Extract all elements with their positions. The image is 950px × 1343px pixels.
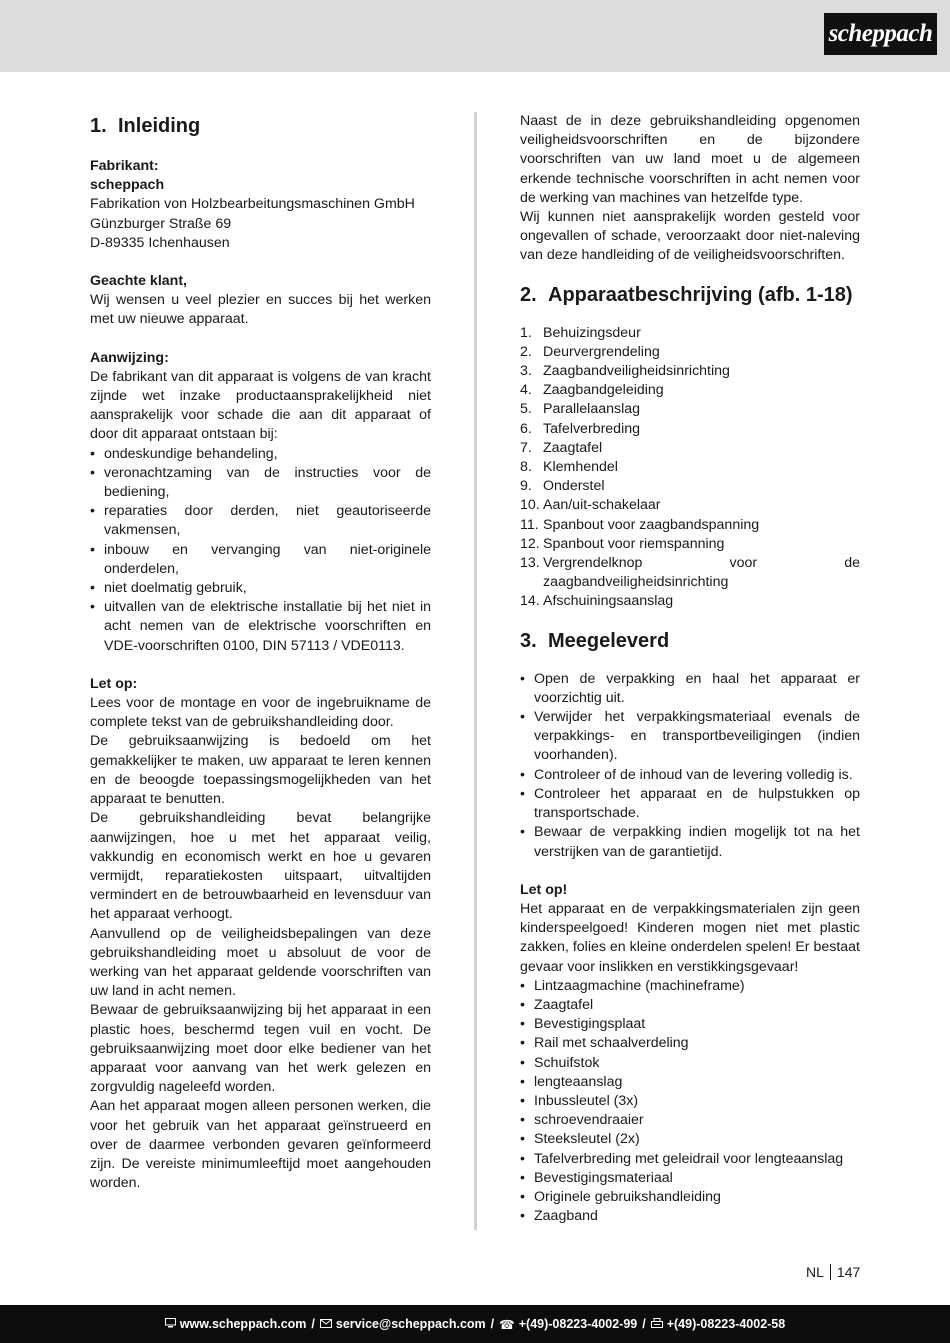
- list-item: • veronachtzaming van de instructies voor de bediening,: [90, 464, 431, 502]
- list-item: 2. Deurvergrendeling: [520, 343, 660, 360]
- parts-list: [520, 324, 860, 612]
- list-item: • schroevendraaier: [520, 1111, 860, 1130]
- aanwijzing-list: [90, 445, 431, 656]
- fabrikant-label: Fabrikant:: [90, 158, 159, 174]
- list-item: • Bevestigingsplaat: [520, 1015, 860, 1034]
- envelope-icon: [320, 1317, 332, 1331]
- list-item: • Bevestigingsmateriaal: [520, 1169, 860, 1188]
- letop-warning-label: Let op!: [520, 881, 568, 898]
- section-heading-meegeleverd: 3. Meegeleverd: [520, 629, 670, 652]
- list-item: • Zaagtafel: [520, 996, 860, 1015]
- footer-website[interactable]: www.scheppach.com: [179, 1317, 307, 1331]
- list-item: 11. Spanbout voor zaagbandspanning: [520, 516, 760, 533]
- page-number-value: 147: [836, 1264, 861, 1280]
- list-item: • Originele gebruikshandleiding: [520, 1188, 860, 1207]
- list-item: 5. Parallelaanslag: [520, 401, 641, 418]
- list-item: 6. Tafelverbreding: [520, 420, 641, 437]
- section-heading-inleiding: 1. Inleiding: [90, 115, 201, 137]
- page-number-separator: [830, 1264, 831, 1280]
- list-item: • lengteaanslag: [520, 1073, 860, 1092]
- geachte-text: Wij wensen u veel plezier en succes bij het werken met uw nieuwe apparaat.: [90, 292, 431, 328]
- list-item: 1. Behuizingsdeur: [520, 324, 641, 341]
- section-heading-apparaatbeschrijving: 2. Apparaatbeschrijving (afb. 1-18): [520, 283, 853, 306]
- intro-paragraph: Naast de in deze gebruikshandleiding opgenomen veiligheidsvoorschriften en de bijzondere voorschriften van uw land moet u de algemeen erkende technische voorschriften in acht nemen voor de werking van machines van hetzelfde type.: [520, 113, 860, 206]
- list-item: 3. Zaagbandveiligheidsinrichting: [520, 363, 730, 380]
- column-divider: [474, 112, 477, 1230]
- list-item: • Controleer of de inhoud van de levering volledig is.: [520, 766, 860, 785]
- list-item: • reparaties door derden, niet geautoriseerde vakmensen,: [90, 502, 431, 540]
- list-item: • Bewaar de verpakking indien mogelijk tot na het verstrijken van de garantietijd.: [520, 823, 860, 861]
- letop-paragraph: De gebruikshandleiding bevat belangrijke aanwijzingen, hoe u met het apparaat veilig, vakkundig en economisch werkt en hoe u gevaren vermijdt, reparatiekosten uitspaart, uitvaltijden vermindert en de betrouwbaarheid en levensduur van het apparaat verhoogt.: [90, 810, 431, 923]
- list-item: • inbouw en vervanging van niet-originele onderdelen,: [90, 541, 431, 579]
- list-item: • Steeksleutel (2x): [520, 1130, 860, 1149]
- aanwijzing-text: De fabrikant van dit apparaat is volgens de van kracht zijnde wet inzake productaansprakelijkheid niet aansprakelijk voor schade die aan dit apparaat of door dit apparaat ontstaan bij:: [90, 368, 431, 443]
- list-item: 13. Vergrendelknop voor de zaagbandveiligheidsinrichting: [520, 555, 860, 591]
- list-item: • niet doelmatig gebruik,: [90, 579, 431, 598]
- letop-paragraph: Bewaar de gebruiksaanwijzing bij het apparaat in een plastic hoes, beschermd tegen vuil en vocht. De gebruiksaanwijzing moet door elke bediener van het apparaat voor aanvang van het werk gelezen en zorgvuldig nageleefd worden.: [90, 1002, 431, 1096]
- footer-phone: +(49)-08223-4002-99: [518, 1317, 638, 1331]
- list-item: 7. Zaagtafel: [520, 439, 603, 456]
- language-code: NL: [806, 1264, 824, 1280]
- letop-paragraph: De gebruiksaanwijzing is bedoeld om het gemakkelijker te maken, uw apparaat te leren kennen en de beoogde toepassingsmogelijkheden van het apparaat te benutten.: [90, 733, 431, 808]
- list-item: • Inbussleutel (3x): [520, 1092, 860, 1111]
- letop-paragraph: Lees voor de montage en voor de ingebruikname de complete tekst van de gebruikshandleiding door.: [90, 695, 431, 731]
- list-item: • Lintzaagmachine (machineframe): [520, 977, 860, 996]
- fabrikant-name: scheppach: [90, 177, 165, 194]
- list-item: • uitvallen van de elektrische installatie bij het niet in acht nemen van de elektrische voorschriften en VDE-voorschriften 0100, DIN 57113 / VDE0113.: [90, 598, 431, 656]
- contents-list: [520, 977, 860, 1227]
- scheppach-logo: scheppach: [824, 13, 937, 55]
- geachte-label: Geachte klant,: [90, 273, 187, 290]
- letop-paragraph: Aan het apparaat mogen alleen personen werken, die voor het gebruik van het apparaat geïnstrueerd en over de daarmee verbonden gevaren geïnformeerd zijn. De vereiste minimumleeftijd moet aangehouden worden.: [90, 1098, 431, 1192]
- list-item: • Schuifstok: [520, 1054, 860, 1073]
- header-bar: [0, 0, 950, 72]
- footer-email[interactable]: service@scheppach.com: [335, 1317, 486, 1331]
- list-item: 9. Onderstel: [520, 478, 605, 495]
- list-item: • ondeskundige behandeling,: [90, 445, 431, 464]
- letop-warning-text: Het apparaat en de verpakkingsmaterialen zijn geen kinderspeelgoed! Kinderen mogen niet met plastic zakken, folies en kleine onderdelen spelen! Er bestaat gevaar voor inslikken en verstikkingsgevaar!: [520, 900, 860, 975]
- list-item: 8. Klemhendel: [520, 459, 618, 476]
- list-item: • Tafelverbreding met geleidrail voor lengteaanslag: [520, 1150, 860, 1169]
- aanwijzing-label: Aanwijzing:: [90, 349, 169, 366]
- left-column: [90, 112, 431, 1193]
- list-item: • Verwijder het verpakkingsmateriaal evenals de verpakkings- en transportbeveiligingen (indien voorhanden).: [520, 708, 860, 766]
- fax-icon: [651, 1317, 663, 1331]
- list-item: 14. Afschuiningsaanslag: [520, 593, 674, 610]
- manufacturer-address: Fabrikation von Holzbearbeitungsmaschinen GmbH Günzburger Straße 69 D-89335 Ichenhausen: [90, 196, 415, 251]
- list-item: • Rail met schaalverdeling: [520, 1034, 860, 1053]
- monitor-icon: [165, 1317, 176, 1331]
- phone-icon: ☎: [499, 1317, 515, 1332]
- list-item: 10. Aan/uit-schakelaar: [520, 497, 661, 514]
- right-column: [520, 112, 860, 1226]
- list-item: • Zaagband: [520, 1207, 860, 1226]
- list-item: • Open de verpakking en haal het apparaat er voorzichtig uit.: [520, 670, 860, 708]
- meegeleverd-steps: [520, 670, 860, 862]
- letop-label: Let op:: [90, 675, 138, 692]
- letop-paragraph: Aanvullend op de veiligheidsbepalingen van deze gebruikshandleiding moet u absoluut de voor de werking van het apparaat geldende voorschriften van uw land in acht nemen.: [90, 925, 431, 1000]
- list-item: • Controleer het apparaat en de hulpstukken op transportschade.: [520, 785, 860, 823]
- page-number: [806, 1264, 860, 1280]
- intro-paragraph: Wij kunnen niet aansprakelijk worden gesteld voor ongevallen of schade, veroorzaakt door niet-naleving van deze handleiding of de veiligheidsvoorschriften.: [520, 209, 860, 264]
- footer-fax: +(49)-08223-4002-58: [666, 1317, 786, 1331]
- footer-bar: www.scheppach.com / service@scheppach.com / ☎ +(49)-08223-4002-99 / +(49)-08223-4002-58: [0, 1305, 950, 1343]
- list-item: 12. Spanbout voor riemspanning: [520, 535, 725, 552]
- list-item: 4. Zaagbandgeleiding: [520, 382, 664, 399]
